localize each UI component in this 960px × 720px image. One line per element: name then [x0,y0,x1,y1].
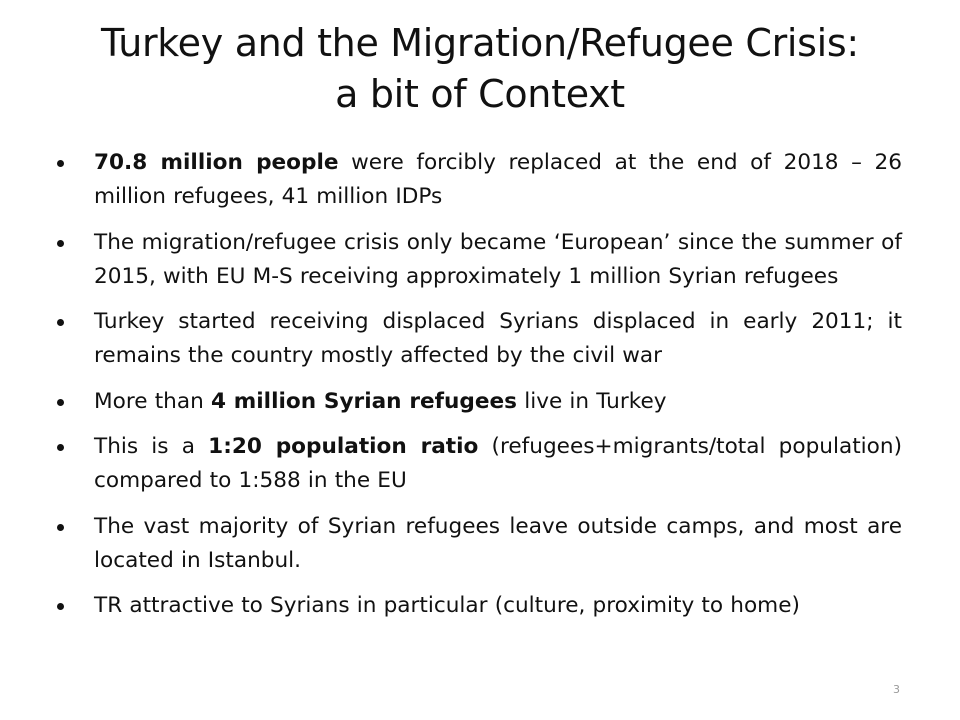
bullet-dot-icon [57,603,64,610]
bullet-text-after: live in Turkey [517,388,667,414]
bullet-item-syrian-refugees-count [0,385,960,419]
slide-title-line-2: a bit of Context [335,72,625,116]
bullet-text-after: (refugees+migrants/total population) compared to 1:588 in the EU [94,434,903,493]
bullet-text: Turkey started receiving displaced Syrians displaced in early 2011; it remains the country mostly affected by the civil war [94,309,902,368]
bullet-list [0,146,960,635]
bullet-text: were forcibly replaced at the end of 2018 – 26 million refugees, 41 million IDPs [94,150,902,209]
bullet-text: The migration/refugee crisis only became ‘European’ since the summer of 2015, with EU M-S receiving approximately 1 million Syrian refugees [94,229,902,289]
slide-title-line-1: Turkey and the Migration/Refugee Crisis: [101,21,859,65]
bullet-text-before: This is a [94,434,209,459]
bullet-item-turkey-receiving [0,305,960,373]
bullet-item-tr-attractive [0,589,960,623]
bullet-item-outside-camps [0,510,960,578]
bullet-dot-icon [57,240,64,247]
bullet-dot-icon [57,399,64,406]
slide-page-number: 3 [893,683,900,696]
bullet-text-before: More than [94,388,211,414]
bullet-bold-text: 4 million Syrian refugees [210,388,518,414]
bullet-text: The vast majority of Syrian refugees leave outside camps, and most are located in Istanbul. [94,513,902,573]
bullet-bold-text: 1:20 population ratio [208,434,479,459]
bullet-dot-icon [57,524,64,531]
bullet-item-european-crisis [0,226,960,294]
bullet-item-population-ratio [0,430,960,498]
bullet-item-forcibly-displaced [0,146,960,214]
bullet-dot-icon [57,319,64,326]
bullet-bold-text: 70.8 million people [94,150,339,175]
slide-title [40,18,920,120]
bullet-dot-icon [57,444,64,451]
bullet-dot-icon [57,160,64,167]
bullet-text: TR attractive to Syrians in particular (culture, proximity to home) [94,593,800,618]
